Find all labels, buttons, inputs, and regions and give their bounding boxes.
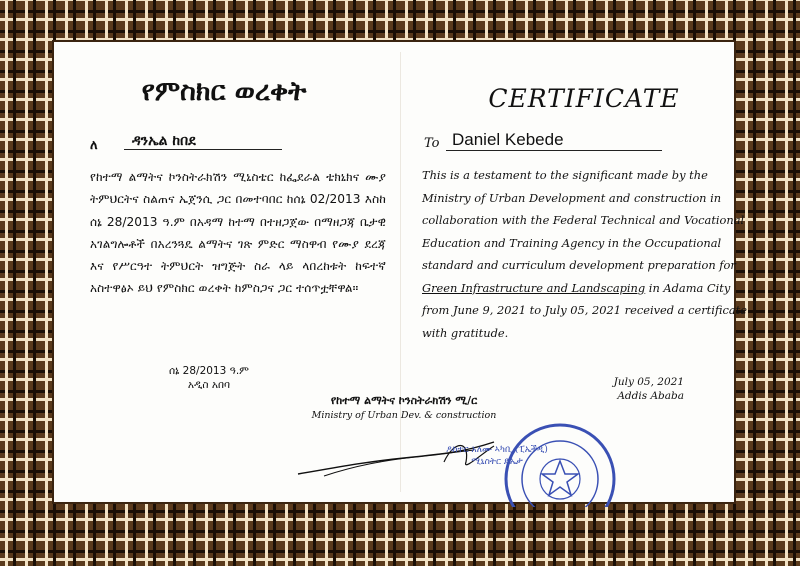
english-body-line: This is a testament to the significant made by the [422, 168, 708, 182]
amharic-place: አዲስ አበባ [187, 379, 231, 391]
english-title: CERTIFICATE [488, 84, 680, 113]
english-body-line: Ministry of Urban Development and construction in [422, 190, 722, 205]
program-name: Green Infrastructure and Landscaping [422, 280, 646, 295]
certificate-paper [52, 40, 747, 504]
english-body-line: Education and Training Agency in the Occupational [422, 235, 722, 250]
english-body-text [422, 164, 747, 344]
english-date-block [574, 375, 684, 403]
english-program-line [422, 277, 732, 300]
signer-name: ዶክተር አለሙ ኣካቢ (ፒኤችዲ) [446, 445, 548, 455]
english-recipient-name: Daniel Kebede [446, 130, 662, 151]
ministry-name-english: Ministry of Urban Dev. & construction [311, 410, 497, 421]
english-body-line: standard and curriculum development preparation for [422, 258, 736, 272]
english-body-line: with gratitude. [422, 325, 509, 340]
english-body-line: from June 9, 2021 to July 05, 2021 received a certificate [422, 303, 747, 317]
amharic-title: የምስክር ወረቀት [141, 76, 307, 107]
column-divider [400, 52, 401, 492]
ministry-name-amharic: የከተማ ልማትና ኮንስትራክሽን ሚ/ር [330, 394, 478, 407]
english-date: July 05, 2021 [613, 376, 684, 388]
amharic-recipient-name: ዳንኤል ከበደ [124, 133, 282, 150]
english-place: Addis Ababa [617, 390, 684, 402]
amharic-to-label: ለ [90, 138, 98, 153]
amharic-date-block [164, 364, 254, 392]
english-to-label: To [424, 136, 440, 151]
amharic-date: ሰኔ 28/2013 ዓ.ም [169, 365, 249, 377]
signer-title: ሚኒስትር ዴኤታ [471, 457, 523, 467]
program-suffix: in Adama City [645, 280, 731, 295]
english-body-line: collaboration with the Federal Technical and Vocational [422, 213, 745, 227]
amharic-body-text: የከተማ ልማትና ኮንስትራክሽን ሚኒስቴር ከፌደራል ቴክኒክና ሙያ ትምህርትና ስልጠና ኤጀንሲ ጋር በመተባበር ከሰኔ 02/2013 እስከ ሰኔ 28/2013 ዓ.ም በአዳማ ከተማ በተዘጋጀው በማዘጋጃ ቤታዊ አገልግሎቶች በአረንጓዴ ልማትና ገጽ ምድር ማስዋብ የሙያ ደረጃ እና የሥርዓተ ትምህርት ዝግጅት ስራ ላይ ላበረከቱት ከፍተኛ አስተዋፅኦ ይህ የምስክር ወረቀት ከምስጋና ጋር ተሰጥቷቸዋል። [90, 170, 386, 296]
ministry-seal-icon [496, 417, 616, 507]
